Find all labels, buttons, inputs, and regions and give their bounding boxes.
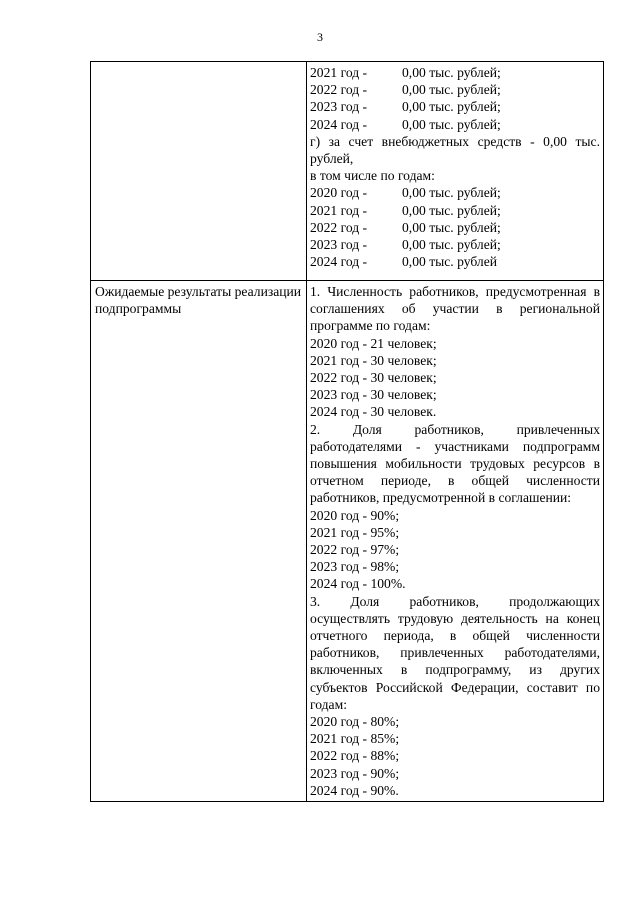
funding-line: 2023 год - 0,00 тыс. рублей; <box>310 237 501 253</box>
indicator-3-value: 2022 год - 88%; <box>310 748 400 764</box>
indicator-3-text: 3. Доля работников, продолжающих осуществлять трудовую деятельность на конец отчетного периода, в общей численности работников, привлеченных работодателями, включенных в подпрограмму, из других субъектов Российской Федерации, составит по годам: <box>310 593 600 712</box>
indicator-2-value: 2022 год - 97%; <box>310 542 400 558</box>
passport-table <box>90 61 604 802</box>
funding-line: 2021 год - 0,00 тыс. рублей; <box>310 202 501 218</box>
indicator-3-value: 2023 год - 90%; <box>310 765 400 781</box>
funding-line: 2023 год - 0,00 тыс. рублей; <box>310 99 501 115</box>
funding-line: 2021 год - 0,00 тыс. рублей; <box>310 65 501 80</box>
indicator-1-text: 1. Численность работников, предусмотренная в соглашениях об участии в региональной программе по годам: <box>310 284 600 334</box>
funding-line: 2024 год - 0,00 тыс. рублей <box>310 254 497 270</box>
indicator-2-text: 2. Доля работников, привлеченных работодателями - участниками подпрограмм повышения мобильности трудовых ресурсов в отчетном периоде, в общей численности работников, предусмотренной в соглашении: <box>310 421 600 506</box>
indicator-3-value: 2020 год - 80%; <box>310 714 400 730</box>
funding-cell <box>307 62 604 281</box>
indicator-3-value: 2024 год - 90%. <box>310 782 399 798</box>
indicator-2-value: 2020 год - 90%; <box>310 507 400 523</box>
page-number: 3 <box>317 30 323 44</box>
funding-line: 2020 год - 0,00 тыс. рублей; <box>310 185 501 201</box>
expected-results-cell <box>307 281 604 802</box>
indicator-2-value: 2024 год - 100%. <box>310 576 406 592</box>
indicator-3-value: 2021 год - 85%; <box>310 731 400 747</box>
indicator-1-value: 2021 год - 30 человек; <box>310 352 437 368</box>
indicator-2-value: 2023 год - 98%; <box>310 559 400 575</box>
expected-results-label: Ожидаемые результаты реализации подпрограммы <box>91 281 307 802</box>
indicator-1-value: 2024 год - 30 человек. <box>310 404 437 420</box>
funding-line: 2024 год - 0,00 тыс. рублей; <box>310 116 501 132</box>
indicator-1-value: 2020 год - 21 человек; <box>310 335 437 351</box>
offbudget-heading: г) за счет внебюджетных средств - 0,00 тыс. рублей, <box>310 133 600 167</box>
table-row-results <box>91 281 604 802</box>
indicator-1-value: 2023 год - 30 человек; <box>310 387 437 403</box>
funding-line: 2022 год - 0,00 тыс. рублей; <box>310 82 501 98</box>
by-years-label: в том числе по годам: <box>310 168 435 184</box>
table-cell-empty <box>91 62 307 281</box>
indicator-2-value: 2021 год - 95%; <box>310 524 400 540</box>
funding-line: 2022 год - 0,00 тыс. рублей; <box>310 219 501 235</box>
indicator-1-value: 2022 год - 30 человек; <box>310 370 437 386</box>
table-row-funding <box>91 62 604 281</box>
